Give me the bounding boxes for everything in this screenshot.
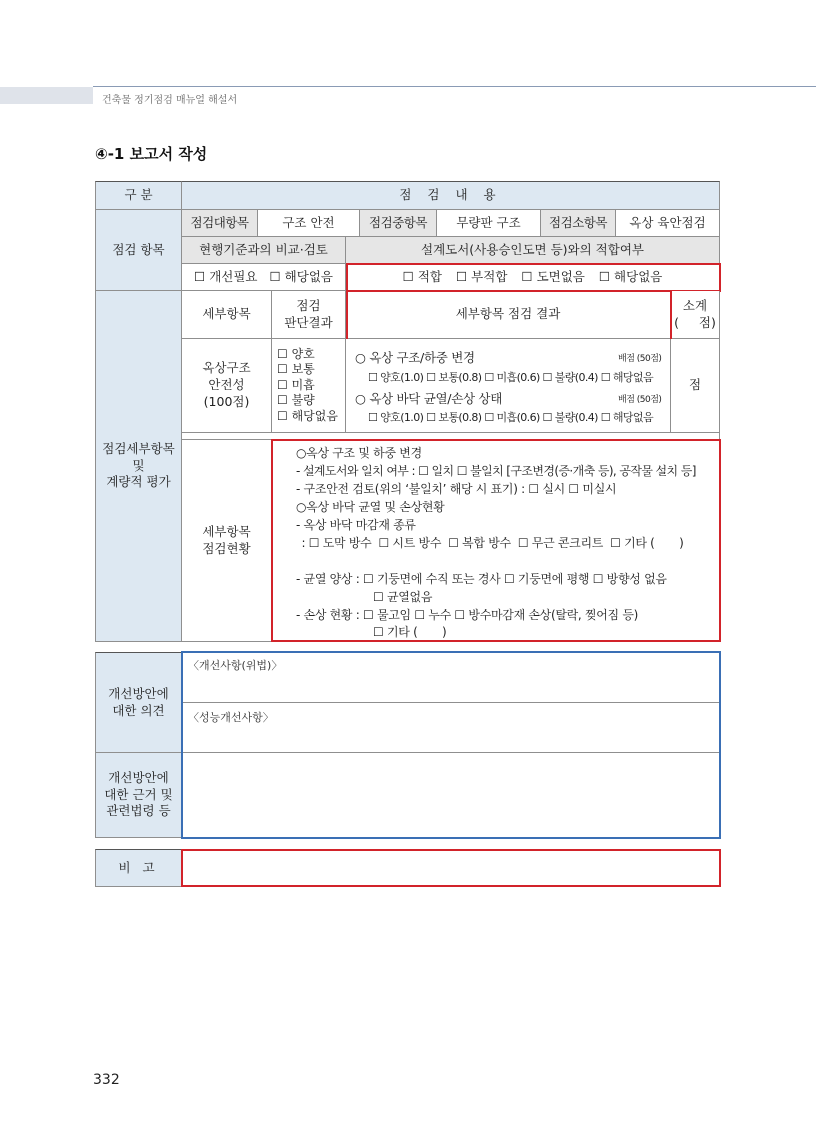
- option-needs-improvement[interactable]: ☐ 개선필요: [194, 268, 258, 284]
- highlight-remarks: [181, 849, 721, 887]
- label-improvement-opinion: 개선방안에 대한 의견: [95, 652, 182, 753]
- cell-improvement-options: [182, 264, 346, 291]
- result-points-2: 배점 (50점): [618, 395, 662, 405]
- result-title-2: ○ 옥상 바닥 균열/손상 상태: [355, 391, 502, 406]
- cell-minor-item-value: 옥상 육안점검: [616, 210, 720, 237]
- cell-standard-comparison: 현행기준과의 비교·검토: [182, 237, 346, 264]
- label-detail-evaluation: 점검세부항목 및 계량적 평가: [95, 291, 182, 642]
- status-line-6[interactable]: : ☐ 도막 방수 ☐ 시트 방수 ☐ 복합 방수 ☐ 무근 콘크리트 ☐ 기타 ( ): [298, 536, 684, 550]
- section-title: ④-1 보고서 작성: [95, 145, 208, 163]
- highlight-improvement: [181, 651, 721, 839]
- judge-fair[interactable]: ☐ 보통: [277, 362, 315, 377]
- result-title-1: ○ 옥상 구조/하중 변경: [355, 350, 475, 365]
- judge-poor[interactable]: ☐ 미흡: [277, 377, 315, 392]
- col-subtotal: 소계 ( 점): [671, 291, 720, 339]
- status-line-2[interactable]: - 설계도서와 일치 여부 : ☐ 일치 ☐ 불일치 [구조변경(증·개축 등), 공작물 설치 등]: [296, 464, 696, 478]
- judge-na[interactable]: ☐ 해당없음: [277, 408, 338, 423]
- page-number: 332: [93, 1072, 120, 1088]
- option-not-applicable[interactable]: ☐ 해당없음: [269, 268, 333, 284]
- cell-minor-item-label: 점검소항목: [541, 210, 616, 237]
- label-improvement-basis: 개선방안에 대한 근거 및 관련법령 등: [95, 753, 182, 838]
- cell-subtotal-unit: 점: [671, 339, 720, 433]
- judge-good[interactable]: ☐ 양호: [277, 346, 315, 361]
- status-line-8[interactable]: ☐ 균열없음: [373, 590, 433, 604]
- header-rule: [93, 86, 816, 87]
- cell-item-name: 옥상구조 안전성 (100점): [182, 339, 272, 433]
- result-points-1: 배점 (50점): [618, 354, 662, 364]
- label-remarks: 비 고: [95, 849, 182, 887]
- col-judgement: 점검 판단결과: [272, 291, 346, 339]
- option-no-drawing[interactable]: ☐ 도면없음: [521, 268, 585, 284]
- status-line-10[interactable]: ☐ 기타 ( ): [373, 625, 447, 639]
- result-options-2[interactable]: ☐ 양호(1.0) ☐ 보통(0.8) ☐ 미흡(0.6) ☐ 불량(0.4) ☐ 해당없음: [368, 411, 653, 424]
- status-line-9[interactable]: - 손상 현황 : ☐ 물고임 ☐ 누수 ☐ 방수마감재 손상(탈락, 찢어짐 등): [296, 608, 639, 622]
- status-line-4: ○옥상 바닥 균열 및 손상현황: [296, 500, 445, 514]
- cell-judge-options: [272, 339, 346, 433]
- status-line-3[interactable]: - 구조안전 검토(위의 ‘불일치’ 해당 시 표기) : ☐ 실시 ☐ 미실시: [296, 482, 617, 496]
- cell-mid-item-value: 무량판 구조: [437, 210, 541, 237]
- col-sub-item: 세부항목: [182, 291, 272, 339]
- status-line-5: - 옥상 바닥 마감재 종류: [296, 518, 416, 532]
- cell-design-conformity: 설계도서(사용승인도면 등)와의 적합여부: [346, 237, 720, 264]
- result-options-1[interactable]: ☐ 양호(1.0) ☐ 보통(0.8) ☐ 미흡(0.6) ☐ 불량(0.4) ☐ 해당없음: [368, 371, 653, 384]
- status-line-1: ○옥상 구조 및 하중 변경: [296, 446, 422, 460]
- option-conform[interactable]: ☐ 적합: [402, 268, 442, 284]
- option-nonconform[interactable]: ☐ 부적합: [455, 268, 508, 284]
- col-result: 세부항목 점검 결과: [346, 291, 671, 339]
- header-accent-bar: [0, 87, 93, 104]
- option-conformity-na[interactable]: ☐ 해당없음: [598, 268, 663, 284]
- cell-mid-item-label: 점검중항목: [360, 210, 437, 237]
- status-line-7[interactable]: - 균열 양상 : ☐ 기둥면에 수직 또는 경사 ☐ 기둥면에 평행 ☐ 방향성 없음: [296, 572, 667, 586]
- cell-major-item-value: 구조 안전: [258, 210, 360, 237]
- sub-label-violation: 〈개선사항(위법)〉: [188, 659, 283, 672]
- label-inspection-items: 점검 항목: [95, 210, 182, 291]
- cell-major-item-label: 점검대항목: [182, 210, 258, 237]
- header-gubun: 구 분: [95, 181, 182, 210]
- header-inspection-content: 점 검 내 용: [182, 181, 720, 210]
- running-header: 건축물 정기점검 매뉴얼 해설서: [102, 95, 238, 106]
- highlight-conformity: [346, 263, 721, 292]
- judge-bad[interactable]: ☐ 불량: [277, 393, 315, 408]
- cell-status-label: 세부항목 점검현황: [182, 440, 272, 642]
- sub-label-performance: 〈성능개선사항〉: [188, 711, 274, 724]
